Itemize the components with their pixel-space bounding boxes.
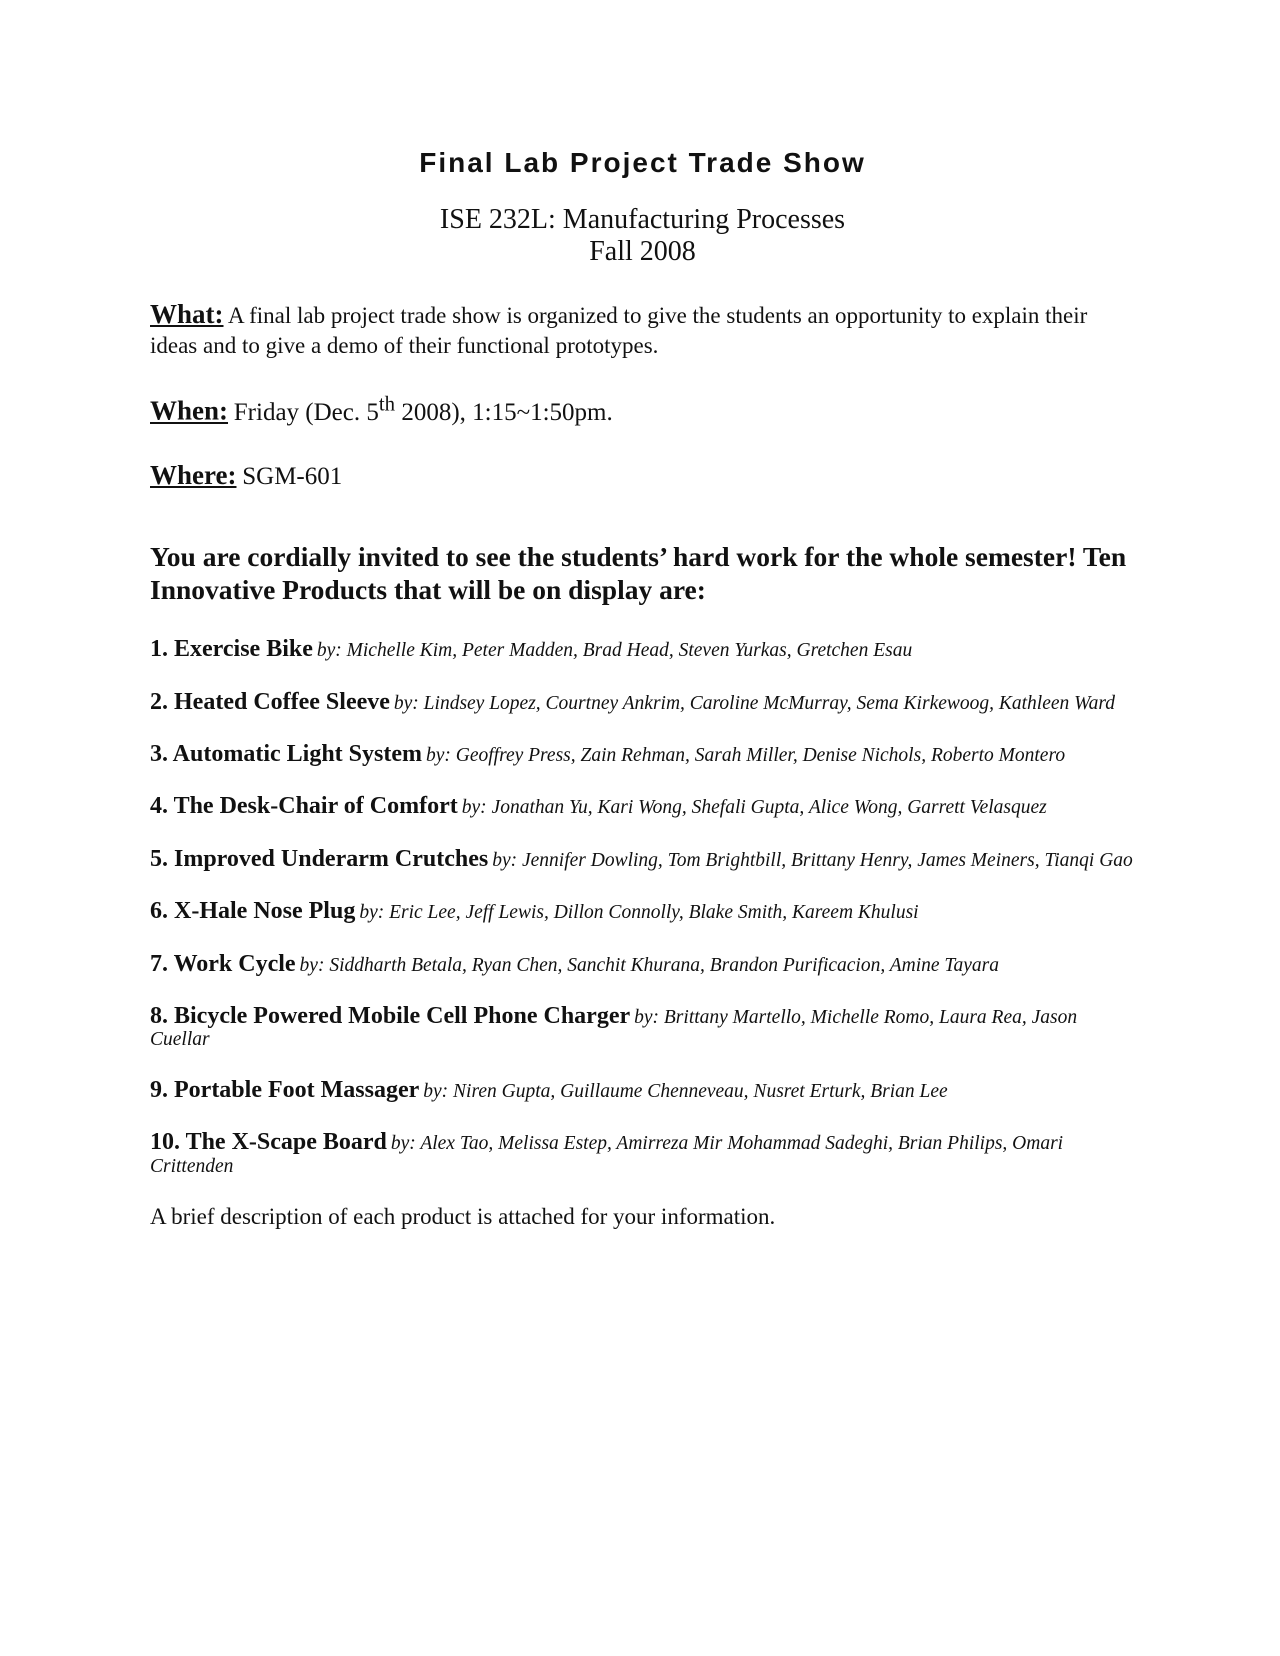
when-section bbox=[150, 390, 1135, 428]
product-team: by: Lindsey Lopez, Courtney Ankrim, Caroline McMurray, Sema Kirkewoog, Kathleen Ward bbox=[393, 692, 1115, 714]
what-text: A final lab project trade show is organized to give the students an opportunity to explain their ideas and to give a demo of their functional prototypes. bbox=[150, 302, 1088, 358]
what-label: What: bbox=[150, 298, 224, 329]
course-header bbox=[150, 204, 1135, 268]
when-label: When: bbox=[150, 395, 229, 426]
course-term: Fall 2008 bbox=[589, 235, 696, 267]
product-item bbox=[150, 636, 1135, 662]
where-location: SGM-601 bbox=[242, 462, 343, 490]
product-name: 2. Heated Coffee Sleeve bbox=[150, 688, 390, 715]
when-date-superscript: th bbox=[378, 391, 396, 416]
when-date-prefix: Friday (Dec. 5 bbox=[233, 398, 379, 426]
product-team: by: Brittany Martello, Michelle Romo, Laura Rea, Jason Cuellar bbox=[150, 1007, 1078, 1051]
product-list bbox=[150, 636, 1135, 1177]
product-name: 4. The Desk-Chair of Comfort bbox=[150, 793, 458, 820]
document-content bbox=[150, 146, 1135, 1232]
where-label: Where: bbox=[150, 459, 237, 490]
product-item bbox=[150, 1129, 1135, 1177]
product-item bbox=[150, 793, 1135, 819]
product-name: 5. Improved Underarm Crutches bbox=[150, 845, 489, 872]
where-section bbox=[150, 459, 1135, 493]
product-team: by: Michelle Kim, Peter Madden, Brad Head, Steven Yurkas, Gretchen Esau bbox=[316, 640, 913, 662]
when-date bbox=[233, 391, 613, 426]
product-item bbox=[150, 689, 1135, 715]
product-team: by: Niren Gupta, Guillaume Chenneveau, Nusret Erturk, Brian Lee bbox=[423, 1080, 948, 1102]
product-team: by: Eric Lee, Jeff Lewis, Dillon Connolly, Blake Smith, Kareem Khulusi bbox=[359, 902, 919, 924]
closing-note: A brief description of each product is attached for your information. bbox=[150, 1204, 776, 1230]
product-team: by: Geoffrey Press, Zain Rehman, Sarah Miller, Denise Nichols, Roberto Montero bbox=[426, 745, 1066, 767]
product-name: 10. The X-Scape Board bbox=[150, 1129, 387, 1156]
course-name: ISE 232L: Manufacturing Processes bbox=[439, 203, 846, 235]
product-item bbox=[150, 846, 1135, 872]
product-name: 9. Portable Foot Massager bbox=[150, 1076, 420, 1103]
product-team: by: Jennifer Dowling, Tom Brightbill, Brittany Henry, James Meiners, Tianqi Gao bbox=[492, 849, 1133, 871]
what-section bbox=[150, 298, 1135, 361]
product-name: 7. Work Cycle bbox=[150, 950, 296, 977]
product-team: by: Siddharth Betala, Ryan Chen, Sanchit Khurana, Brandon Purificacion, Amine Tayara bbox=[299, 954, 999, 976]
product-name: 8. Bicycle Powered Mobile Cell Phone Charger bbox=[150, 1003, 631, 1030]
product-team: by: Jonathan Yu, Kari Wong, Shefali Gupta, Alice Wong, Garrett Velasquez bbox=[461, 797, 1047, 819]
product-item bbox=[150, 741, 1135, 767]
product-item bbox=[150, 898, 1135, 924]
when-date-suffix: 2008), 1:15~1:50pm. bbox=[395, 398, 613, 426]
product-team: by: Alex Tao, Melissa Estep, Amirreza Mir Mohammad Sadeghi, Brian Philips, Omari Crittenden bbox=[150, 1133, 1064, 1177]
product-item bbox=[150, 1003, 1135, 1051]
product-name: 1. Exercise Bike bbox=[150, 636, 313, 663]
product-name: 6. X-Hale Nose Plug bbox=[150, 898, 356, 925]
invitation-heading: You are cordially invited to see the students’ hard work for the whole semester! Ten Innovative Products that will be on display are: bbox=[150, 541, 1127, 606]
product-item bbox=[150, 951, 1135, 977]
product-name: 3. Automatic Light System bbox=[150, 741, 422, 768]
product-item bbox=[150, 1077, 1135, 1103]
page-title: Final Lab Project Trade Show bbox=[419, 147, 866, 178]
